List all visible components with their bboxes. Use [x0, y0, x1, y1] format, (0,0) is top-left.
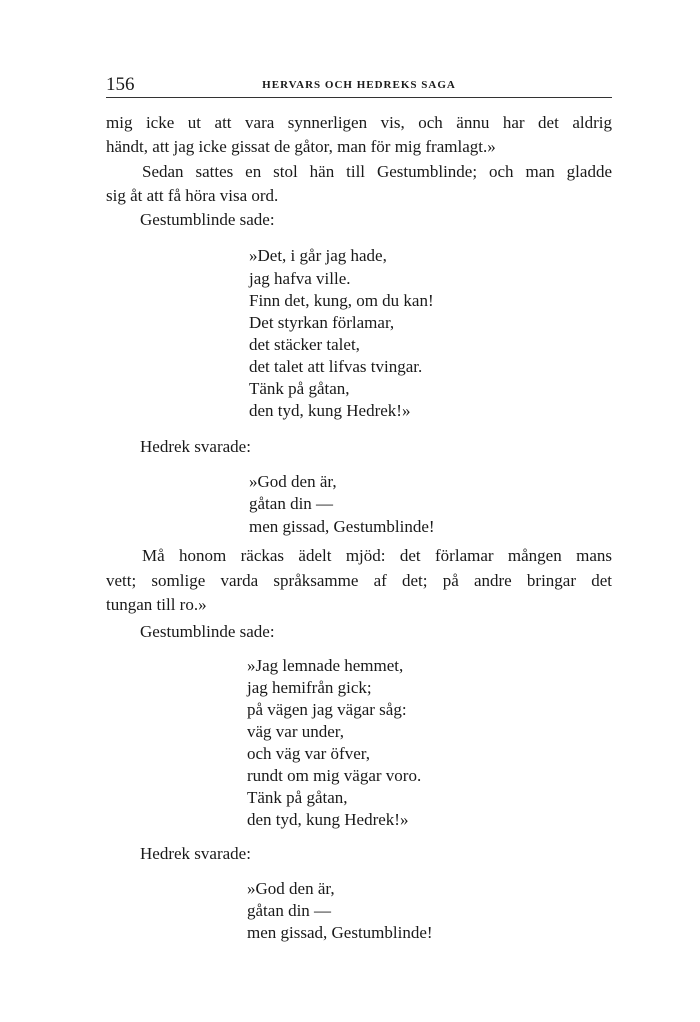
- verse-line: men gissad, Gestumblinde!: [247, 923, 433, 942]
- page-header: [106, 72, 612, 96]
- text-line: tungan till ro.»: [106, 595, 207, 614]
- verse-line: »God den är,: [249, 472, 337, 491]
- text-line: Sedan sattes en stol hän till Gestumblinde; och man gladde: [142, 162, 612, 181]
- text-line: händt, att jag icke gissat de gåtor, man för mig framlagt.»: [106, 137, 496, 156]
- page-number: 156: [106, 74, 135, 95]
- verse-line: jag hafva ville.: [249, 269, 351, 288]
- text-line: Må honom räckas ädelt mjöd: det förlamar mången mans: [142, 546, 612, 565]
- speaker-label: Gestumblinde sade:: [140, 622, 275, 641]
- verse-line: men gissad, Gestumblinde!: [249, 517, 435, 536]
- text-line: sig åt att få höra visa ord.: [106, 186, 279, 205]
- verse-line: väg var under,: [247, 722, 345, 741]
- verse-line: gåtan din —: [247, 901, 332, 920]
- verse-line: det talet att lifvas tvingar.: [249, 357, 423, 376]
- header-rule: [106, 97, 612, 98]
- verse-line: jag hemifrån gick;: [247, 678, 372, 697]
- verse-line: »Det, i går jag hade,: [249, 246, 387, 265]
- verse-line: gåtan din —: [249, 494, 334, 513]
- verse-line: den tyd, kung Hedrek!»: [247, 810, 409, 829]
- verse-line: det stäcker talet,: [249, 335, 360, 354]
- verse-line: Det styrkan förlamar,: [249, 313, 395, 332]
- verse-line: »Jag lemnade hemmet,: [247, 656, 404, 675]
- speaker-label: Hedrek svarade:: [140, 437, 251, 456]
- speaker-label: Gestumblinde sade:: [140, 210, 275, 229]
- verse-line: och väg var öfver,: [247, 744, 370, 763]
- verse-line: Tänk på gåtan,: [249, 379, 350, 398]
- verse-line: Tänk på gåtan,: [247, 788, 348, 807]
- text-line: vett; somlige varda språksamme af det; på andre bringar det: [106, 571, 612, 590]
- running-title: HERVARS OCH HEDREKS SAGA: [262, 79, 456, 91]
- verse-line: på vägen jag vägar såg:: [247, 700, 407, 719]
- verse-line: rundt om mig vägar voro.: [247, 766, 422, 785]
- speaker-label: Hedrek svarade:: [140, 844, 251, 863]
- verse-line: Finn det, kung, om du kan!: [249, 291, 434, 310]
- verse-line: »God den är,: [247, 879, 335, 898]
- verse-line: den tyd, kung Hedrek!»: [249, 401, 411, 420]
- text-line: mig icke ut att vara synnerligen vis, och ännu har det aldrig: [106, 113, 612, 132]
